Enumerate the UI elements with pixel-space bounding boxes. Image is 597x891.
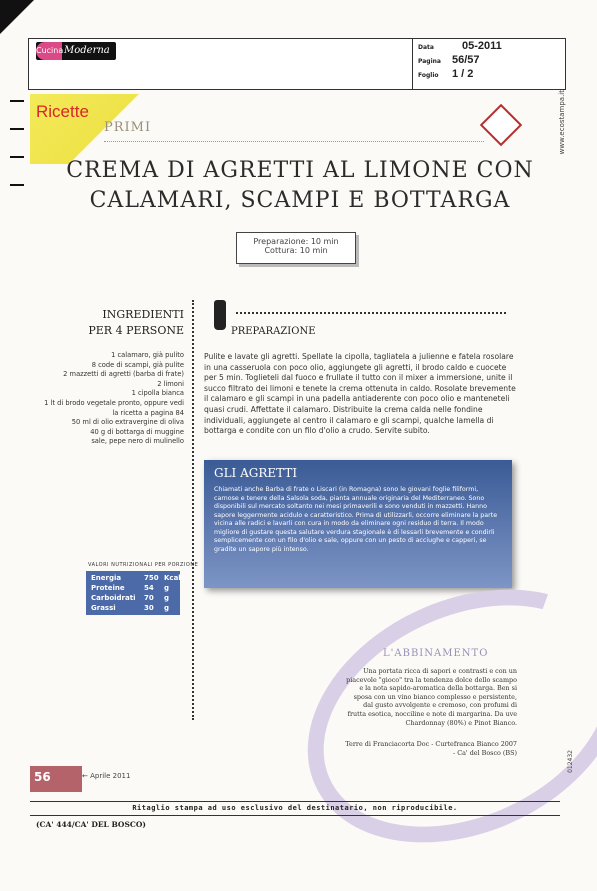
- logo-text: Moderna: [64, 45, 110, 56]
- margin-tick: [10, 100, 24, 102]
- corner-mark: [0, 0, 34, 34]
- foglio-label: Foglio: [418, 72, 439, 79]
- page-number-badge: [30, 766, 82, 792]
- footer-source: (CA' 444/CA' DEL BOSCO): [36, 820, 146, 829]
- nutrition-row: [86, 583, 180, 593]
- preparation-text: Pulite e lavate gli agretti. Spellate la cipolla, tagliatela a julienne e fatela rosolare in una casseruola con poco olio, aggiungete gli agretti, il brodo caldo e cuocete per 5 min. Toglieteli dal fuoco e frullate il tutto con il mixer a immersione, unite il succo filtrato dei limoni e tenete la crema ottenuta in caldo. Rosolate brevemente il calamaro e gli scampi in una padella antiaderente con poco olio e manteneteli quasi crudi. Affettate il calamaro. Distribuite la crema calda nelle fondine individuali, aggiungete al centro il calamaro e gli scampi, qualche lamella di bottarga e condite con un filo d'olio a crudo. Servite subito.: [204, 352, 516, 436]
- foglio-value: 1 / 2: [452, 68, 474, 80]
- ingredient-item: la ricetta a pagina 84: [112, 408, 184, 417]
- page-title: [60, 156, 540, 216]
- ingredient-item: 8 code di scampi, già pulite: [91, 360, 184, 369]
- pairing-wine: Terre di Franciacorta Doc - Curtefranca Bianco 2007 - Ca' del Bosco (BS): [345, 740, 517, 757]
- side-url: www.ecostampa.it: [558, 90, 566, 155]
- nutrition-heading: VALORI NUTRIZIONALI PER PORZIONE: [88, 562, 199, 568]
- data-value: 05-2011: [462, 40, 502, 52]
- chef-hat-icon: [480, 104, 522, 146]
- logo: [36, 42, 116, 60]
- preparation-divider: [236, 312, 506, 314]
- nutrition-unit: g: [164, 584, 170, 592]
- nutrition-row: [86, 573, 180, 583]
- pairing-text: Una portata ricca di sapori e contrasti e con un piacevole "gioco" tra la tendenza dolce dello scampo e la nota sapido-aromatica della bottarga. Ben si sposa con un vino bianco complesso e persistente, dal gusto avvolgente e cremoso, con profumi di frutta esotica, nocciline e note di margarina. Da uve Chardonnay (80%) e Pinot Bianco.: [346, 667, 517, 727]
- ingredient-item: 2 mazzetti di agretti (barba di frate): [63, 370, 184, 379]
- data-label: Data: [418, 44, 434, 51]
- footer-rule: [30, 815, 560, 816]
- section-primi: PRIMI: [104, 120, 152, 135]
- nutrition-label: Proteine: [91, 584, 125, 592]
- nutrition-value: 54: [144, 584, 154, 592]
- bottle-icon: [214, 300, 226, 330]
- nutrition-unit: g: [164, 604, 170, 612]
- pagina-label: Pagina: [418, 58, 441, 65]
- margin-tick: [10, 156, 24, 158]
- footer-rule: [30, 801, 560, 802]
- nutrition-row: [86, 593, 180, 603]
- agretti-heading: GLI AGRETTI: [214, 466, 298, 480]
- logo-prefix: Cucina: [36, 42, 62, 60]
- ingredient-item: 1 calamaro, già pulito: [111, 351, 184, 359]
- nutrition-table: [86, 571, 180, 615]
- side-code: 012432: [567, 750, 574, 773]
- footer-date: [82, 772, 130, 780]
- prep-time: Preparazione: 10 min: [253, 237, 339, 246]
- ingredient-item: 1 lt di brodo vegetale pronto, oppure vedi: [44, 398, 184, 407]
- section-ricette: Ricette: [36, 102, 89, 121]
- ingredient-item: 40 g di bottarga di muggine: [90, 427, 184, 436]
- header-separator: [412, 38, 413, 90]
- nutrition-value: 30: [144, 604, 154, 612]
- ingredient-item: sale, pepe nero di mulinello: [91, 437, 184, 446]
- nutrition-unit: Kcal: [164, 574, 181, 582]
- nutrition-label: Energia: [91, 574, 122, 582]
- nutrition-label: Grassi: [91, 604, 116, 612]
- ingredient-item: 1 cipolla bianca: [131, 389, 184, 398]
- margin-tick: [10, 184, 24, 186]
- nutrition-label: Carboidrati: [91, 594, 136, 602]
- ingredients-list: [0, 351, 184, 447]
- title-line-2: CALAMARI, SCAMPI E BOTTARGA: [89, 188, 511, 213]
- ingredients-heading: INGREDIENTI: [102, 308, 184, 321]
- arrow-icon: ←: [82, 772, 91, 780]
- nutrition-value: 750: [144, 574, 159, 582]
- ingredients-subheading: PER 4 PERSONE: [88, 324, 184, 337]
- pagina-value: 56/57: [452, 54, 480, 66]
- pairing-heading: L'ABBINAMENTO: [383, 648, 489, 659]
- preparation-heading: PREPARAZIONE: [231, 326, 316, 337]
- column-divider: [192, 300, 194, 720]
- page-number: 56: [34, 770, 51, 784]
- section-divider: [104, 141, 484, 142]
- ingredient-item: 2 limoni: [157, 379, 184, 388]
- title-line-1: CREMA DI AGRETTI AL LIMONE CON: [66, 158, 534, 183]
- nutrition-value: 70: [144, 594, 154, 602]
- footer-date-text: Aprile 2011: [90, 772, 131, 780]
- footer-notice: Ritaglio stampa ad uso esclusivo del destinatario, non riproducibile.: [132, 804, 458, 812]
- time-box: [236, 232, 356, 264]
- cook-time: Cottura: 10 min: [264, 246, 328, 255]
- agretti-text: Chiamati anche Barba di frate o Liscari (in Romagna) sono le giovani foglie filiformi, carnose e tenere della Salsola soda, pianta annuale originaria del Mediterraneo. Sono disponibili sul mercato soltanto nei mesi primaverili e sono venduti in mazzetti. Hanno sapore leggermente acidulo e caratteristico. Prima di utilizzarli, occorre eliminare la parte vicina alle radici e lavarli con cura in modo da eliminare ogni residuo di terra. Il modo migliore di gustare questa salutare verdura stagionale è di lessarli brevemente e condirli semplicemente con un filo d'olio e sale, oppure con un pesto di acciughe e capperi, se gradite un sapore più intenso.: [214, 486, 498, 553]
- margin-tick: [10, 128, 24, 130]
- nutrition-unit: g: [164, 594, 170, 602]
- agretti-box: [204, 460, 512, 588]
- nutrition-row: [86, 603, 180, 613]
- ingredient-item: 50 ml di olio extravergine di oliva: [71, 418, 184, 427]
